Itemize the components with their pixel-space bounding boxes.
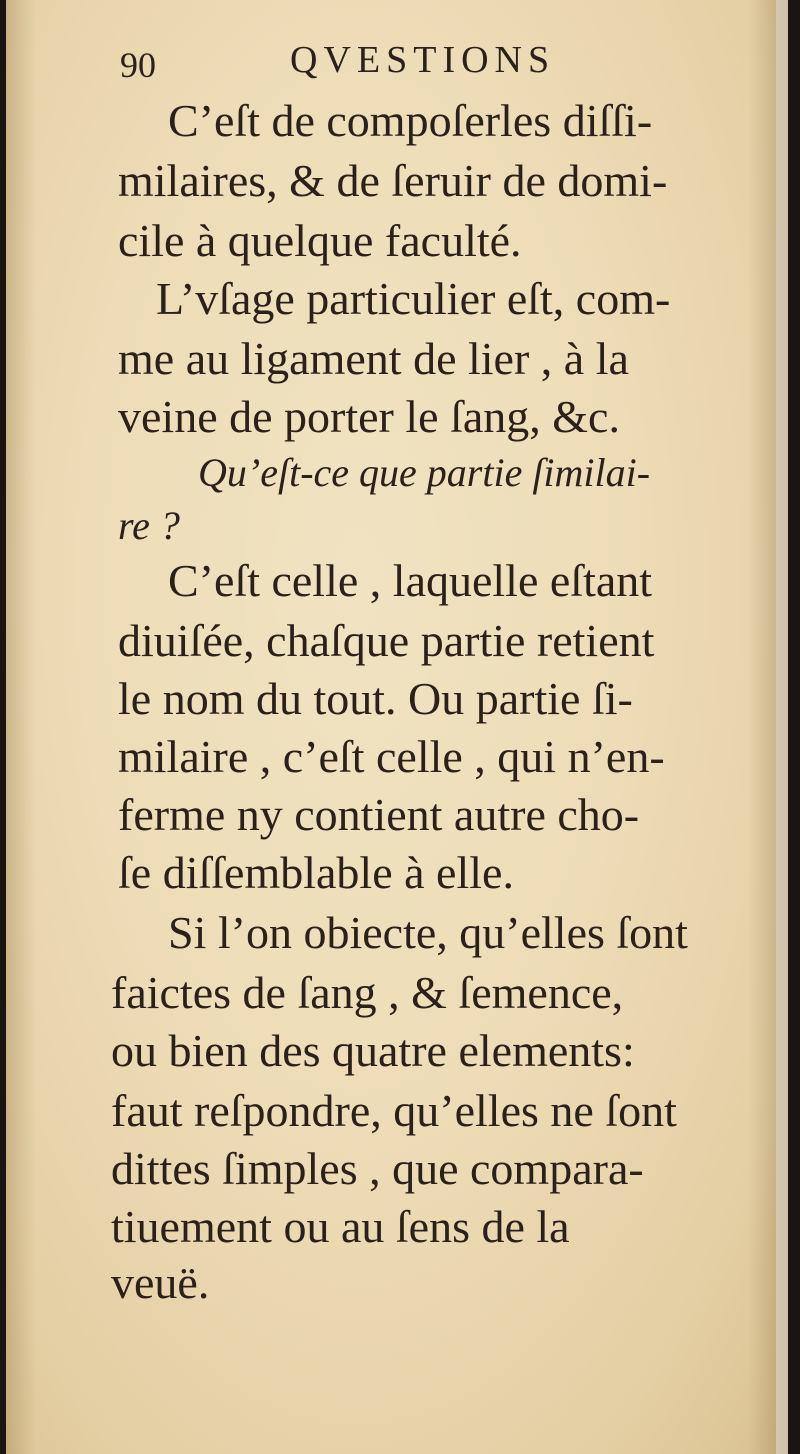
page-number: 90 [120,45,156,85]
text-line: veine de porter le ſang, &c. [118,391,620,442]
text-line: veuë. [111,1257,210,1308]
text-line: diuiſée, chaſque partie retient [118,615,655,666]
text-line: dittes ſimples , que compara- [111,1143,644,1194]
text-line: milaire , c’eſt celle , qui n’en- [118,731,665,782]
text-line: ou bien des quatre elements: [111,1025,635,1076]
question-line: re ? [118,503,180,548]
text-line: faut reſpondre, qu’elles ne ſont [111,1085,677,1136]
question-line: Qu’eſt-ce que partie ſimilai- [198,450,651,495]
text-line: le nom du tout. Ou partie ſi- [118,673,633,724]
page-edge [776,0,788,1454]
text-line: tiuement ou au ſens de la [111,1201,570,1252]
text-line: ferme ny contient autre cho- [118,789,640,840]
text-line: C’eſt de compoſerles diſſi- [168,95,653,146]
running-head [120,38,600,88]
running-title: QVESTIONS [290,39,556,81]
text-line: faictes de ſang , & ſemence, [111,967,624,1018]
text-line: C’eſt celle , laquelle eſtant [168,555,653,606]
text-line: milaires, & de ſeruir de domi- [118,155,668,206]
text-line: Si l’on obiecte, qu’elles ſont [168,907,688,958]
text-line: ſe diſſemblable à elle. [118,847,514,898]
text-line: cile à quelque faculté. [118,215,522,266]
body-text [6,93,788,1353]
text-line: me au ligament de lier , à la [118,333,629,384]
text-line: L’vſage particulier eſt, com- [156,273,671,324]
book-page [6,0,788,1454]
